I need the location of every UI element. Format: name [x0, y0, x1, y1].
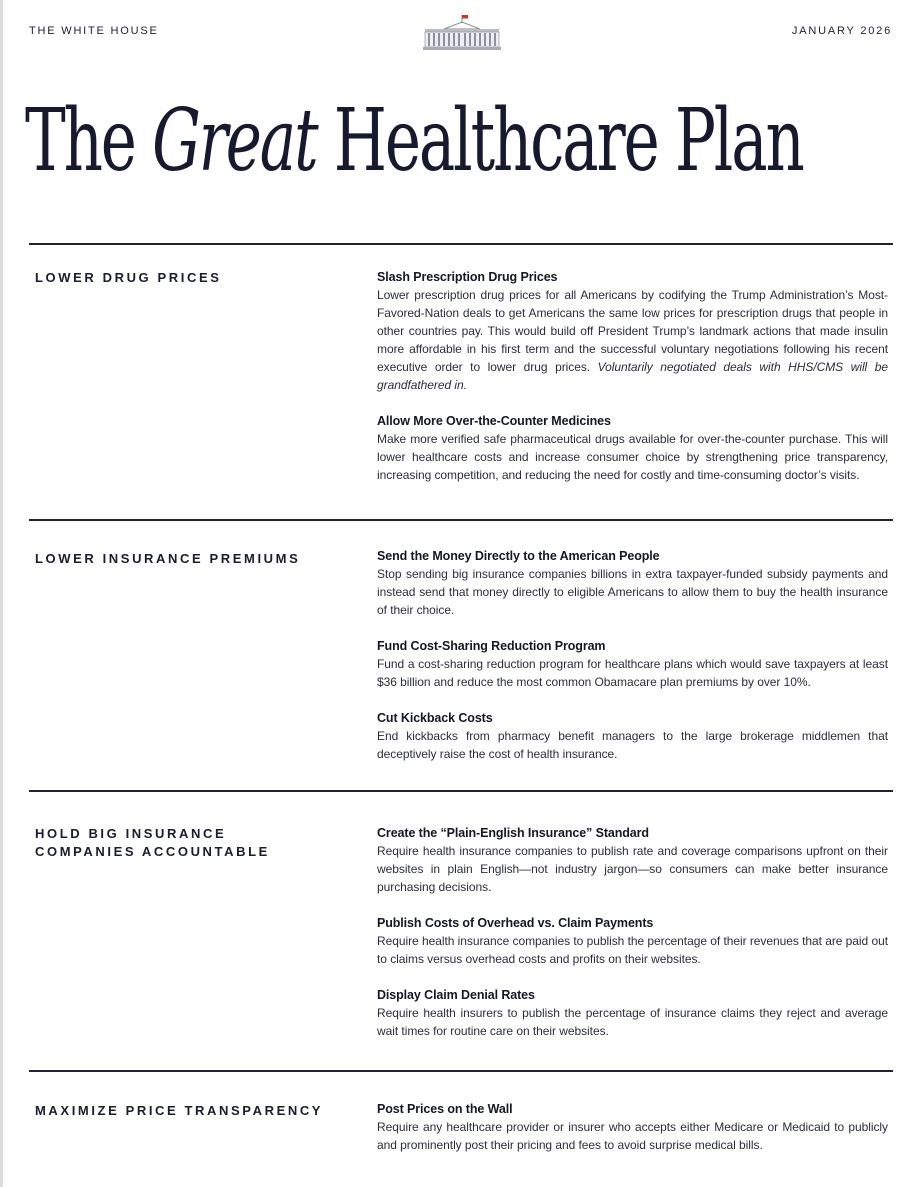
list-item: [377, 1100, 888, 1154]
white-house-icon: [422, 13, 502, 51]
item-title: Cut Kickback Costs: [377, 711, 493, 725]
section-label: MAXIMIZE PRICE TRANSPARENCY: [35, 1103, 324, 1118]
list-item: [377, 709, 888, 763]
item-title: Slash Prescription Drug Prices: [377, 270, 558, 284]
item-body: Fund a cost-sharing reduction program for healthcare plans which would save taxpayers at least $36 billion and reduce the most common Obamacare plan premiums by over 10%.: [377, 657, 888, 689]
item-body: [377, 286, 888, 394]
list-item: [377, 986, 888, 1040]
item-body-italic: Voluntarily negotiated deals with HHS/CMS will be grandfathered in.: [377, 360, 889, 392]
section-label: HOLD BIG INSURANCE COMPANIES ACCOUNTABLE: [35, 826, 270, 859]
list-item: [377, 824, 888, 896]
item-title: Send the Money Directly to the American People: [377, 549, 660, 563]
item-body-text: Lower prescription drug prices for all Americans by codifying the Trump Administration’s Most-Favored-Nation deals to get Americans the same low prices for prescription drugs that people in other countries pay. This would build off President Trump’s landmark actions that made insulin more affordable in his first term and the successful voluntary negotiations following his recent executive order to lower drug prices.: [377, 288, 888, 374]
section-label: LOWER INSURANCE PREMIUMS: [35, 551, 301, 566]
item-title: Fund Cost-Sharing Reduction Program: [377, 639, 606, 653]
item-title: Publish Costs of Overhead vs. Claim Payments: [377, 916, 654, 930]
section-label: LOWER DRUG PRICES: [35, 270, 222, 285]
item-body: Require health insurance companies to publish rate and coverage comparisons upfront on their websites in plain English—not industry jargon—so consumers can make better insurance purchasing decisions.: [377, 844, 888, 894]
item-body: Require health insurance companies to publish the percentage of their revenues that are paid out to claims versus overhead costs and profits on their websites.: [377, 934, 888, 966]
item-title: Post Prices on the Wall: [377, 1102, 513, 1116]
page-edge: [0, 0, 3, 1187]
section-divider: [29, 790, 893, 792]
section-items: [377, 824, 888, 1058]
title-italic: Great: [152, 91, 317, 191]
section-items: [377, 547, 888, 781]
item-body: Require health insurers to publish the percentage of insurance claims they reject and average wait times for routine care on their websites.: [377, 1006, 888, 1038]
section-items: [377, 268, 888, 502]
list-item: [377, 268, 888, 394]
item-title: Allow More Over-the-Counter Medicines: [377, 414, 611, 428]
item-body: Make more verified safe pharmaceutical drugs available for over-the-counter purchase. This will lower healthcare costs and increase consumer choice by strengthening price transparency, increasing competition, and reducing the need for costly and time-consuming doctor’s visits.: [377, 432, 888, 482]
title-part-2: Healthcare Plan: [333, 91, 803, 191]
item-title: Create the “Plain-English Insurance” Standard: [377, 826, 649, 840]
title-part-1: The: [25, 91, 135, 191]
section-divider: [29, 243, 893, 245]
item-body: End kickbacks from pharmacy benefit managers to the large brokerage middlemen that deceptively raise the cost of health insurance.: [377, 729, 888, 761]
section-items: [377, 1100, 888, 1172]
item-body: Require any healthcare provider or insurer who accepts either Medicare or Medicaid to publicly and prominently post their pricing and fees to avoid surprise medical bills.: [377, 1120, 888, 1152]
list-item: [377, 412, 888, 484]
list-item: [377, 637, 888, 691]
list-item: [377, 547, 888, 619]
section-divider: [29, 1070, 893, 1072]
item-body: Stop sending big insurance companies billions in extra taxpayer-funded subsidy payments and instead send that money directly to eligible Americans to allow them to buy the health insurance of their choice.: [377, 567, 888, 617]
header-org: THE WHITE HOUSE: [29, 25, 159, 37]
header-date: JANUARY 2026: [791, 25, 892, 37]
item-title: Display Claim Denial Rates: [377, 988, 535, 1002]
page-title: [25, 91, 803, 191]
list-item: [377, 914, 888, 968]
section-divider: [29, 519, 893, 521]
